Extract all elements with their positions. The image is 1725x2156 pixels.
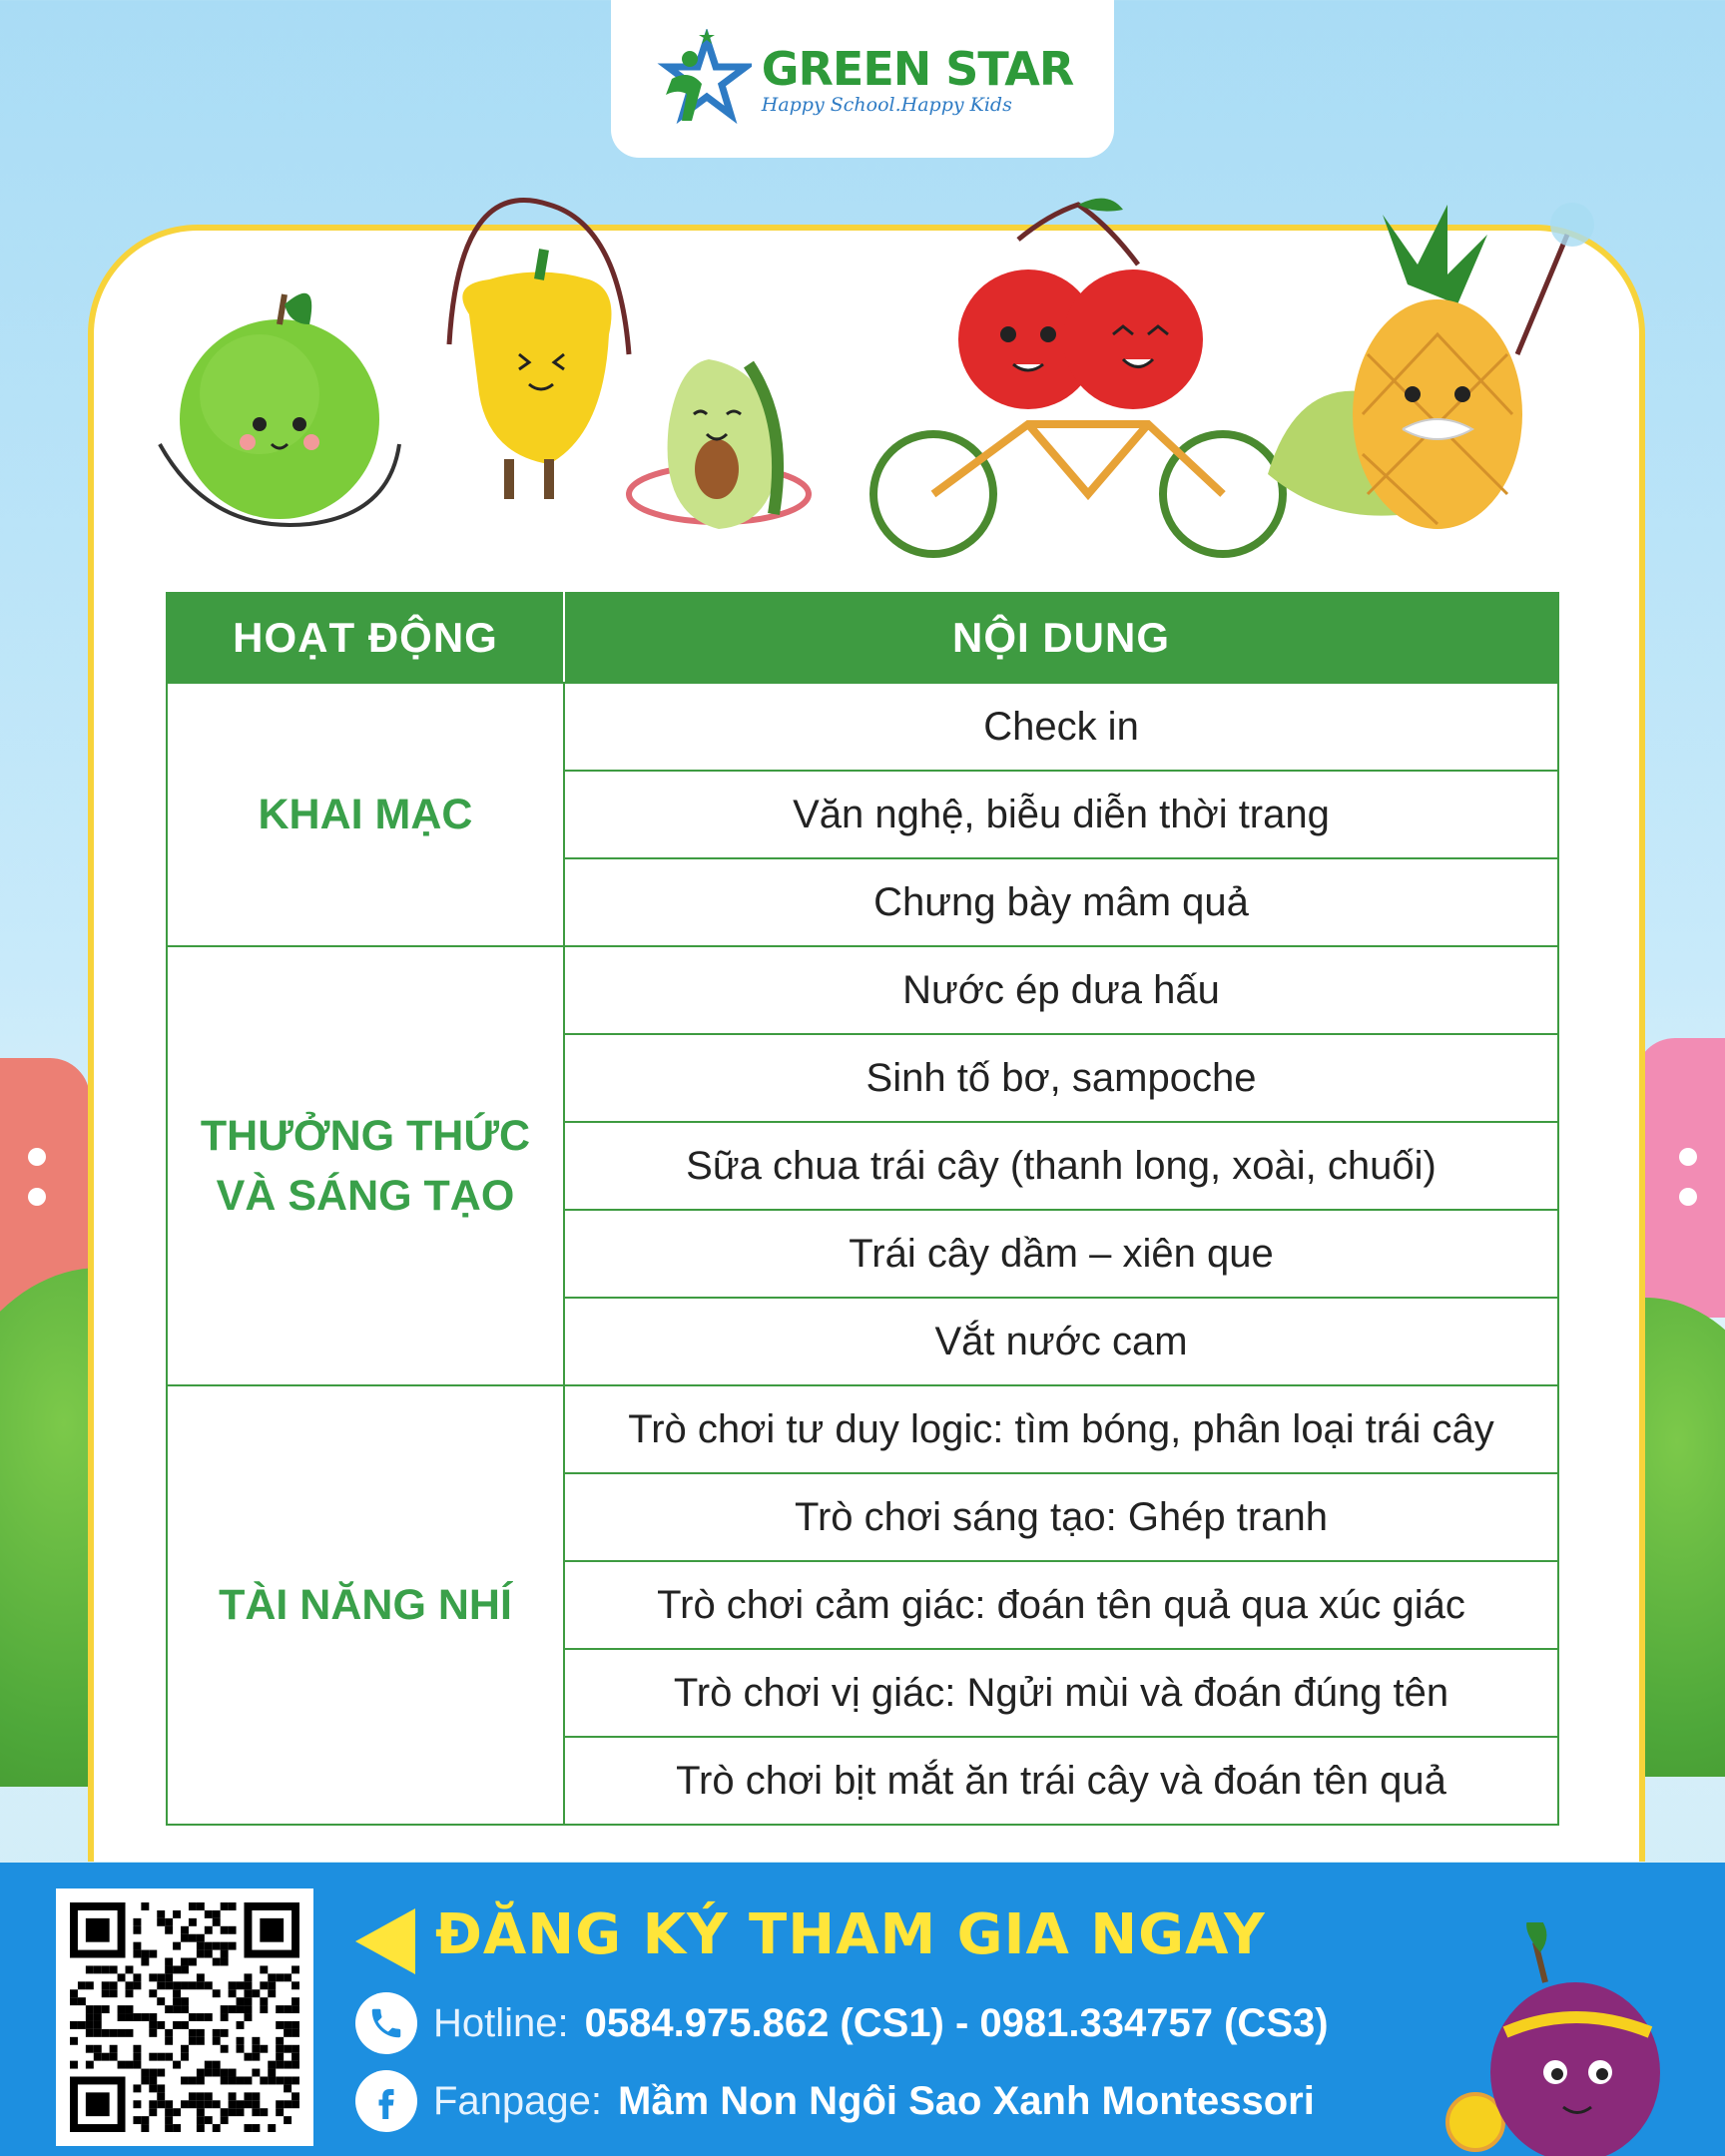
logo-title: GREEN STAR	[761, 42, 1074, 96]
register-title: ĐĂNG KÝ THAM GIA NGAY	[435, 1902, 1266, 1967]
activity-label: TÀI NĂNG NHÍ	[219, 1581, 512, 1629]
qr-code[interactable]	[56, 1888, 313, 2146]
pepper-mascot-icon	[449, 201, 629, 500]
content-cell: Trò chơi sáng tạo: Ghép tranh	[564, 1473, 1558, 1561]
avocado-mascot-icon	[629, 359, 809, 529]
logo-header	[611, 0, 1114, 158]
fanpage-value[interactable]: Mầm Non Ngôi Sao Xanh Montessori	[618, 2078, 1315, 2123]
content-cell: Trò chơi cảm giác: đoán tên quả qua xúc giác	[564, 1561, 1558, 1649]
header-activity: HOẠT ĐỘNG	[167, 593, 564, 683]
content-cell: Trò chơi tư duy logic: tìm bóng, phân loại trái cây	[564, 1385, 1558, 1473]
content-cell: Trái cây dầm – xiên que	[564, 1210, 1558, 1298]
hotline-value[interactable]: 0584.975.862 (CS1) - 0981.334757 (CS3)	[584, 2000, 1329, 2045]
qr-code-icon	[70, 1902, 299, 2132]
content-cell: Sữa chua trái cây (thanh long, xoài, chuối)	[564, 1122, 1558, 1210]
activity-label: THƯỞNG THỨC	[200, 1112, 531, 1160]
table-row	[167, 946, 1558, 1034]
cherry-bike-mascot-icon	[873, 199, 1283, 554]
content-cell: Sinh tố bơ, sampoche	[564, 1034, 1558, 1122]
activity-schedule-table	[166, 592, 1559, 1826]
apple-mascot-icon	[160, 293, 399, 525]
facebook-icon	[355, 2070, 417, 2132]
plum-mascot-icon	[1436, 1922, 1675, 2156]
table-header-row	[167, 593, 1558, 683]
content-cell: Vắt nước cam	[564, 1298, 1558, 1385]
content-cell: Trò chơi bịt mắt ăn trái cây và đoán tên quả	[564, 1737, 1558, 1825]
registration-footer	[0, 1863, 1725, 2156]
hotline-row[interactable]	[355, 1992, 1329, 2054]
activity-label: KHAI MẠC	[258, 791, 473, 838]
activity-cell	[167, 946, 564, 1385]
activity-cell	[167, 1385, 564, 1825]
content-cell: Chưng bày mâm quả	[564, 858, 1558, 946]
table-row	[167, 1385, 1558, 1473]
activity-cell	[167, 683, 564, 946]
arrow-left-icon	[355, 1908, 415, 1974]
activity-label: VÀ SÁNG TẠO	[216, 1172, 515, 1220]
content-cell: Nước ép dưa hấu	[564, 946, 1558, 1034]
hotline-label: Hotline:	[433, 2000, 569, 2045]
header-content: NỘI DUNG	[564, 593, 1558, 683]
content-cell: Check in	[564, 683, 1558, 771]
table-row	[167, 683, 1558, 771]
fanpage-row[interactable]	[355, 2070, 1315, 2132]
green-star-logo-icon	[652, 29, 752, 129]
logo-slogan: Happy School.Happy Kids	[761, 94, 1012, 116]
content-cell: Văn nghệ, biễu diễn thời trang	[564, 771, 1558, 858]
fruit-mascots-illustration	[150, 195, 1627, 574]
content-cell: Trò chơi vị giác: Ngửi mùi và đoán đúng tên	[564, 1649, 1558, 1737]
phone-icon	[355, 1992, 417, 2054]
fanpage-label: Fanpage:	[433, 2078, 603, 2123]
pineapple-mascot-icon	[1268, 203, 1594, 529]
pink-fence-right	[1635, 1038, 1725, 1318]
